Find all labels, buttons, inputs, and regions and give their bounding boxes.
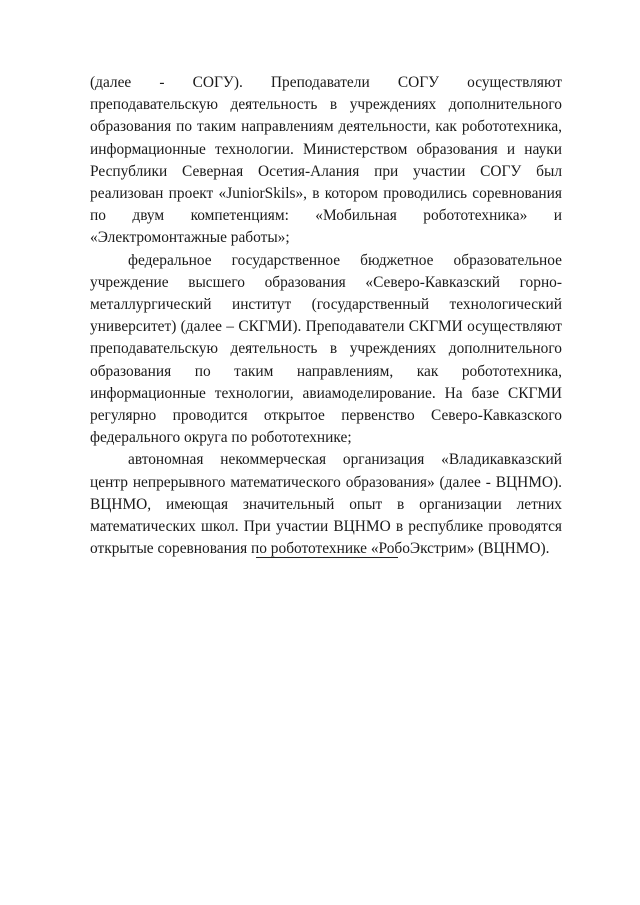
paragraph-skgmi: федеральное государственное бюджетное образовательное учреждение высшего образования «Северо-Кавказский горно-металлургический институт (государственный технологический университет) (далее – СКГМИ). Преподаватели СКГМИ осуществляют преподавательскую деятельность в учреждениях дополнительного образования по таким направлениям, как робототехника, информационные технологии, авиамоделирование. На базе СКГМИ регулярно проводится открытое первенство Северо-Кавказского федерального округа по робототехнике; [90, 251, 562, 447]
paragraph-vcnmo: автономная некоммерческая организация «Владикавказский центр непрерывного математического образования» (далее - ВЦНМО). ВЦНМО, имеющая значительный опыт в организации летних математических школ. При участии ВЦНМО в республике проводятся открытые соревнования по робототехнике «РобоЭкстрим» (ВЦНМО). [90, 451, 562, 558]
paragraph-sogu: (далее - СОГУ). Преподаватели СОГУ осуществляют преподавательскую деятельность в учреждениях дополнительного образования по таким направлениям деятельности, как робототехника, информационные технологии. Министерством образования и науки Республики Северная Осетия-Алания при участии СОГУ был реализован проект «JuniorSkils», в котором проводились соревнования по двум компетенциям: «Мобильная робототехника» и «Электромонтажные работы»; [90, 74, 562, 247]
footnote-separator-line [256, 557, 398, 558]
body-text [90, 72, 562, 560]
